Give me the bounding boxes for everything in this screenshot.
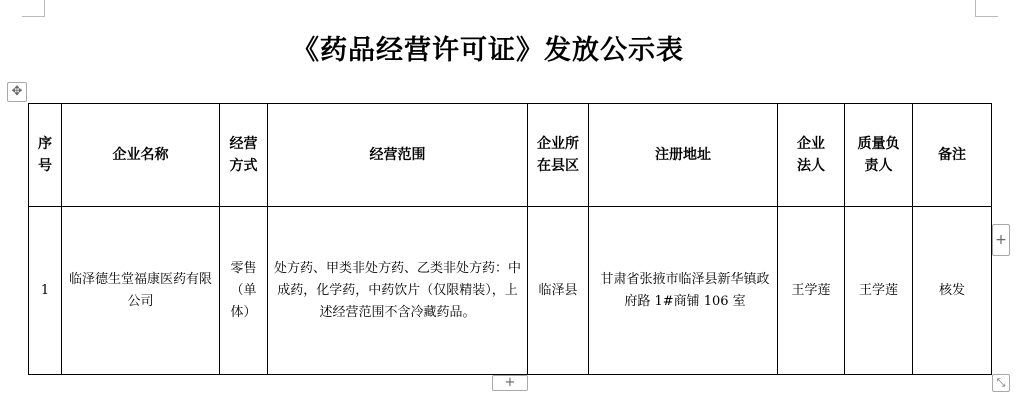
move-icon: ✥ [11, 84, 23, 99]
cell-scope[interactable]: 处方药、甲类非处方药、乙类非处方药：中成药，化学药，中药饮片（仅限精装），上述经营范围不含冷藏药品。 [268, 207, 528, 375]
header-seq: 序号 [29, 104, 62, 207]
cell-seq[interactable]: 1 [29, 207, 62, 375]
add-row-button[interactable] [492, 375, 528, 391]
resize-icon: ⤡ [996, 376, 1006, 389]
cell-mode[interactable]: 零售（单体） [220, 207, 268, 375]
header-quality: 质量负责人 [845, 104, 913, 207]
header-scope: 经营范围 [268, 104, 528, 207]
plus-icon: + [995, 232, 1007, 248]
header-mode: 经营方式 [220, 104, 268, 207]
header-county: 企业所在县区 [528, 104, 589, 207]
cell-quality[interactable]: 王学莲 [845, 207, 913, 375]
plus-icon: + [504, 375, 516, 390]
document-title: 《药品经营许可证》发放公示表 [292, 35, 684, 66]
table-move-handle[interactable] [7, 82, 27, 102]
cell-county[interactable]: 临泽县 [528, 207, 589, 375]
header-legal: 企业法人 [778, 104, 845, 207]
page-corner-mark-right [975, 0, 998, 17]
cell-company[interactable]: 临泽德生堂福康医药有限公司 [62, 207, 220, 375]
table-resize-handle[interactable] [992, 374, 1010, 392]
page-corner-mark-left [22, 0, 45, 17]
header-remark: 备注 [913, 104, 992, 207]
cell-remark[interactable]: 核发 [913, 207, 992, 375]
table-header-row [29, 104, 992, 207]
add-column-button[interactable] [992, 224, 1010, 256]
permit-table [28, 103, 992, 375]
header-company: 企业名称 [62, 104, 220, 207]
cell-address[interactable]: 甘肃省张掖市临泽县新华镇政府路 1#商铺 106 室 [589, 207, 778, 375]
cell-legal[interactable]: 王学莲 [778, 207, 845, 375]
table-row [29, 207, 992, 375]
header-address: 注册地址 [589, 104, 778, 207]
